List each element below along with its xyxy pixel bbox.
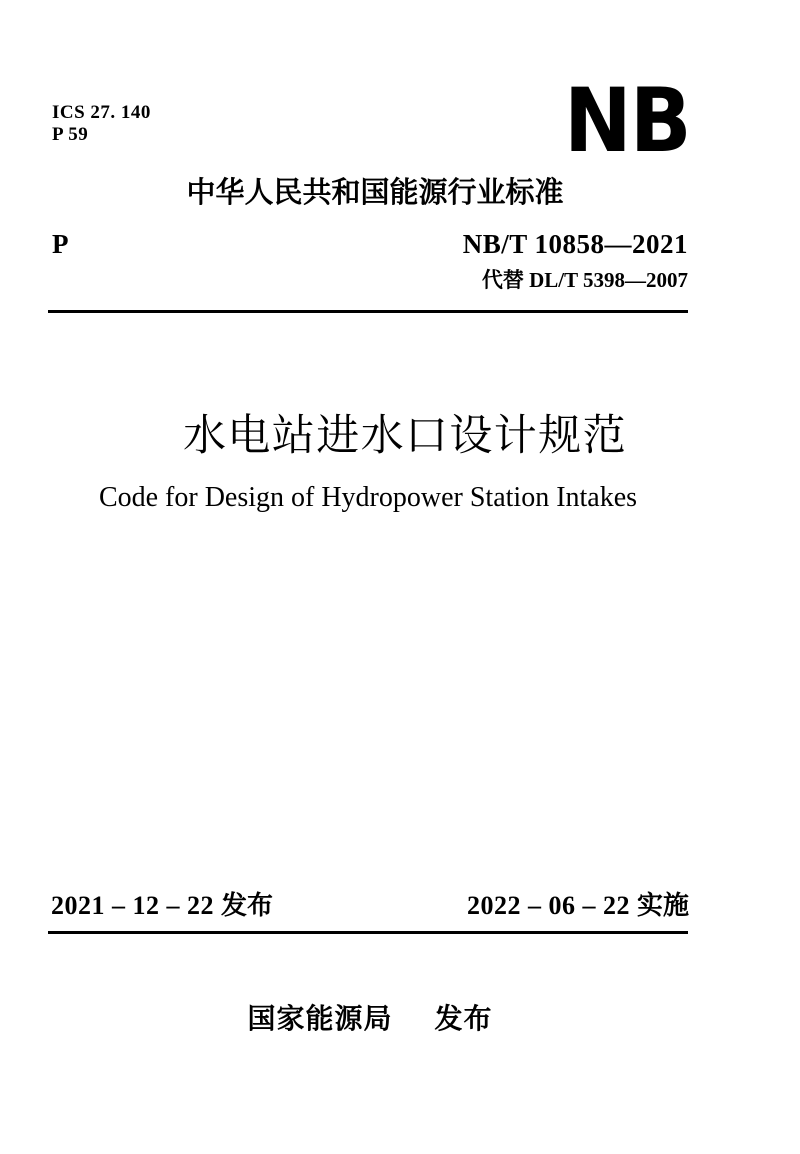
issue-label: 发布 [221, 890, 274, 920]
implementation-date: 2022 – 06 – 22 [466, 891, 630, 920]
issue-date-group [51, 889, 273, 922]
header-divider-rule [48, 310, 688, 313]
ics-code: ICS 27. 140 [52, 102, 151, 123]
nb-logo: NB [564, 69, 690, 172]
replaces-note: 代替 DL/T 5398—2007 [481, 268, 688, 292]
implementation-date-group [467, 889, 689, 922]
standard-series-title: 中华人民共和国能源行业标准 [186, 177, 564, 209]
standard-title-chinese: 水电站进水口设计规范 [183, 413, 627, 460]
footer-divider-rule [48, 931, 688, 934]
issue-date: 2021 – 12 – 22 [51, 891, 214, 920]
standard-number-block [463, 228, 688, 292]
ics-classification-block [52, 102, 151, 146]
publisher-action: 发布 [434, 1003, 493, 1034]
publisher-line [0, 1002, 740, 1036]
date-row [51, 889, 689, 922]
publisher-agency: 国家能源局 [247, 1003, 393, 1034]
implementation-label: 实施 [636, 890, 689, 920]
standard-title-english: Code for Design of Hydropower Station Intakes [98, 482, 638, 513]
doc-class-letter: P [52, 229, 69, 259]
standard-number: NB/T 10858—2021 [462, 229, 688, 259]
china-class-code: P 59 [52, 124, 89, 145]
